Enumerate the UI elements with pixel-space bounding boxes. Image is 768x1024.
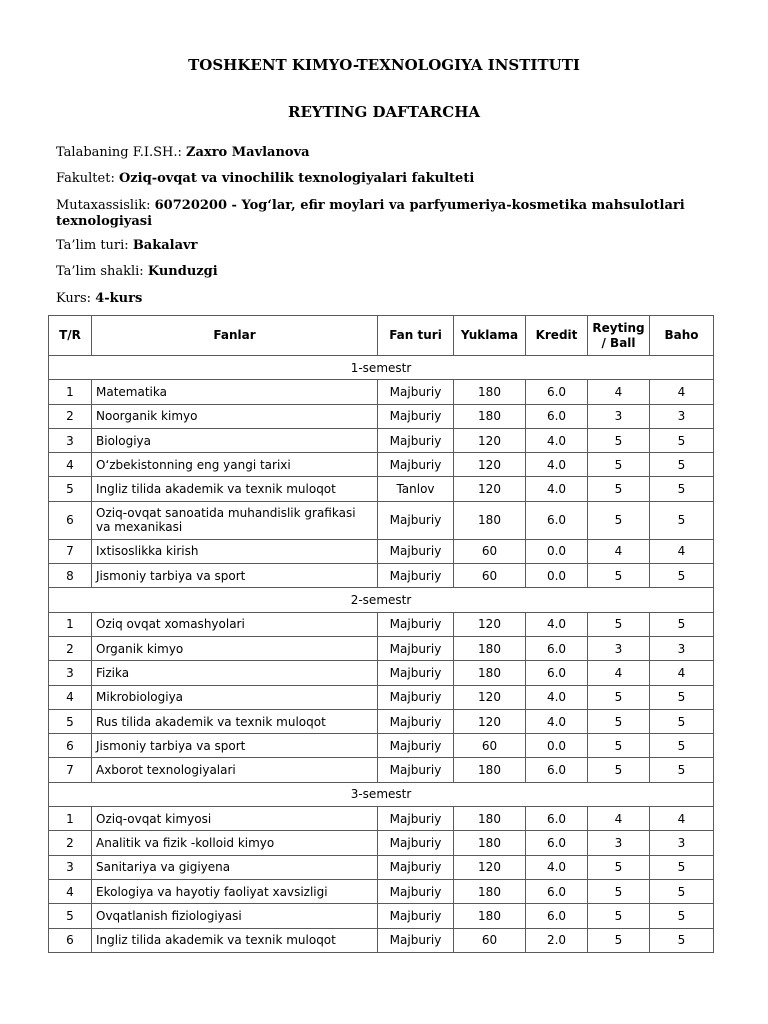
- cell-type: Majburiy: [378, 879, 454, 903]
- table-row: [49, 734, 714, 758]
- faculty-line: [56, 171, 716, 187]
- grades-body: [49, 356, 714, 953]
- edu-type-line: [56, 238, 716, 254]
- cell-num: 3: [49, 661, 92, 685]
- table-row: [49, 928, 714, 952]
- edu-form-label: Ta’lim shakli:: [56, 264, 144, 279]
- cell-rating: 5: [588, 612, 650, 636]
- cell-grade: 3: [650, 831, 714, 855]
- cell-load: 180: [454, 661, 526, 685]
- cell-subject: Oziq-ovqat sanoatida muhandislik grafikasi va mexanikasi: [92, 501, 378, 539]
- cell-credit: 4.0: [526, 453, 588, 477]
- header-rating: Reyting / Ball: [588, 316, 650, 356]
- table-row: [49, 709, 714, 733]
- cell-load: 180: [454, 879, 526, 903]
- cell-credit: 4.0: [526, 709, 588, 733]
- cell-type: Majburiy: [378, 501, 454, 539]
- cell-subject: Fizika: [92, 661, 378, 685]
- cell-load: 180: [454, 404, 526, 428]
- cell-rating: 5: [588, 734, 650, 758]
- cell-grade: 3: [650, 404, 714, 428]
- grades-table: [48, 315, 714, 953]
- cell-subject: O‘zbekistonning eng yangi tarixi: [92, 453, 378, 477]
- header-grade: Baho: [650, 316, 714, 356]
- cell-credit: 6.0: [526, 807, 588, 831]
- cell-subject: Jismoniy tarbiya va sport: [92, 564, 378, 588]
- cell-rating: 5: [588, 904, 650, 928]
- cell-rating: 5: [588, 685, 650, 709]
- cell-type: Majburiy: [378, 928, 454, 952]
- cell-credit: 6.0: [526, 404, 588, 428]
- cell-credit: 6.0: [526, 879, 588, 903]
- cell-credit: 4.0: [526, 428, 588, 452]
- cell-num: 6: [49, 928, 92, 952]
- cell-rating: 3: [588, 404, 650, 428]
- cell-type: Majburiy: [378, 758, 454, 782]
- cell-type: Majburiy: [378, 855, 454, 879]
- semester-label: 2-semestr: [49, 588, 714, 612]
- semester-label: 3-semestr: [49, 782, 714, 806]
- cell-credit: 0.0: [526, 734, 588, 758]
- cell-grade: 5: [650, 879, 714, 903]
- cell-credit: 6.0: [526, 758, 588, 782]
- cell-credit: 0.0: [526, 539, 588, 563]
- cell-rating: 5: [588, 879, 650, 903]
- cell-num: 5: [49, 904, 92, 928]
- cell-rating: 3: [588, 636, 650, 660]
- edu-type-label: Ta’lim turi:: [56, 238, 129, 253]
- cell-num: 8: [49, 564, 92, 588]
- cell-load: 60: [454, 928, 526, 952]
- cell-rating: 5: [588, 428, 650, 452]
- cell-credit: 6.0: [526, 501, 588, 539]
- faculty-label: Fakultet:: [56, 171, 115, 186]
- cell-load: 180: [454, 501, 526, 539]
- course-label: Kurs:: [56, 291, 92, 306]
- cell-rating: 5: [588, 758, 650, 782]
- cell-credit: 0.0: [526, 564, 588, 588]
- cell-rating: 3: [588, 831, 650, 855]
- cell-grade: 4: [650, 661, 714, 685]
- table-row: [49, 501, 714, 539]
- cell-num: 6: [49, 501, 92, 539]
- cell-rating: 5: [588, 928, 650, 952]
- cell-subject: Jismoniy tarbiya va sport: [92, 734, 378, 758]
- cell-type: Majburiy: [378, 709, 454, 733]
- cell-rating: 4: [588, 661, 650, 685]
- cell-num: 4: [49, 879, 92, 903]
- cell-grade: 5: [650, 564, 714, 588]
- cell-subject: Matematika: [92, 380, 378, 404]
- cell-grade: 5: [650, 612, 714, 636]
- cell-grade: 5: [650, 453, 714, 477]
- cell-rating: 4: [588, 539, 650, 563]
- cell-subject: Axborot texnologiyalari: [92, 758, 378, 782]
- cell-grade: 5: [650, 904, 714, 928]
- semester-row: [49, 782, 714, 806]
- cell-rating: 5: [588, 564, 650, 588]
- cell-type: Majburiy: [378, 453, 454, 477]
- cell-credit: 6.0: [526, 831, 588, 855]
- cell-type: Majburiy: [378, 636, 454, 660]
- cell-load: 180: [454, 831, 526, 855]
- cell-rating: 5: [588, 453, 650, 477]
- cell-type: Majburiy: [378, 685, 454, 709]
- cell-grade: 5: [650, 685, 714, 709]
- header-type: Fan turi: [378, 316, 454, 356]
- table-row: [49, 612, 714, 636]
- cell-subject: Organik kimyo: [92, 636, 378, 660]
- cell-grade: 4: [650, 807, 714, 831]
- cell-load: 120: [454, 685, 526, 709]
- cell-num: 2: [49, 831, 92, 855]
- cell-credit: 4.0: [526, 685, 588, 709]
- cell-rating: 4: [588, 807, 650, 831]
- semester-label: 1-semestr: [49, 356, 714, 380]
- cell-type: Majburiy: [378, 612, 454, 636]
- cell-grade: 5: [650, 477, 714, 501]
- cell-load: 180: [454, 904, 526, 928]
- cell-credit: 6.0: [526, 661, 588, 685]
- cell-subject: Rus tilida akademik va texnik muloqot: [92, 709, 378, 733]
- cell-load: 60: [454, 734, 526, 758]
- cell-load: 120: [454, 855, 526, 879]
- cell-type: Majburiy: [378, 564, 454, 588]
- table-row: [49, 453, 714, 477]
- table-header-row: [49, 316, 714, 356]
- cell-load: 120: [454, 428, 526, 452]
- cell-num: 1: [49, 380, 92, 404]
- student-name-line: [56, 145, 716, 161]
- cell-credit: 4.0: [526, 477, 588, 501]
- cell-load: 180: [454, 758, 526, 782]
- cell-num: 2: [49, 636, 92, 660]
- cell-type: Majburiy: [378, 904, 454, 928]
- cell-load: 120: [454, 709, 526, 733]
- cell-grade: 5: [650, 709, 714, 733]
- cell-rating: 5: [588, 709, 650, 733]
- semester-row: [49, 356, 714, 380]
- cell-rating: 5: [588, 855, 650, 879]
- cell-subject: Ovqatlanish fiziologiyasi: [92, 904, 378, 928]
- cell-load: 120: [454, 612, 526, 636]
- cell-load: 180: [454, 380, 526, 404]
- cell-credit: 4.0: [526, 612, 588, 636]
- table-row: [49, 661, 714, 685]
- semester-row: [49, 588, 714, 612]
- cell-credit: 6.0: [526, 636, 588, 660]
- cell-grade: 5: [650, 928, 714, 952]
- cell-type: Majburiy: [378, 380, 454, 404]
- cell-credit: 2.0: [526, 928, 588, 952]
- cell-subject: Biologiya: [92, 428, 378, 452]
- cell-type: Majburiy: [378, 734, 454, 758]
- cell-num: 4: [49, 453, 92, 477]
- cell-subject: Ixtisoslikka kirish: [92, 539, 378, 563]
- header-credit: Kredit: [526, 316, 588, 356]
- document-title: REYTING DAFTARCHA: [287, 103, 481, 121]
- faculty-value: Oziq-ovqat va vinochilik texnologiyalari fakulteti: [118, 171, 475, 186]
- table-row: [49, 758, 714, 782]
- cell-type: Majburiy: [378, 404, 454, 428]
- cell-credit: 4.0: [526, 855, 588, 879]
- cell-rating: 5: [588, 501, 650, 539]
- cell-grade: 3: [650, 636, 714, 660]
- cell-load: 60: [454, 564, 526, 588]
- cell-type: Majburiy: [378, 807, 454, 831]
- cell-subject: Sanitariya va gigiyena: [92, 855, 378, 879]
- cell-type: Tanlov: [378, 477, 454, 501]
- table-row: [49, 636, 714, 660]
- cell-subject: Analitik va fizik -kolloid kimyo: [92, 831, 378, 855]
- cell-subject: Ingliz tilida akademik va texnik muloqot: [92, 928, 378, 952]
- student-name-value: Zaxro Mavlanova: [186, 145, 310, 160]
- table-row: [49, 904, 714, 928]
- edu-type-value: Bakalavr: [132, 238, 198, 253]
- header-num: T/R: [49, 316, 92, 356]
- cell-num: 7: [49, 539, 92, 563]
- table-row: [49, 855, 714, 879]
- table-row: [49, 428, 714, 452]
- cell-grade: 5: [650, 428, 714, 452]
- table-row: [49, 539, 714, 563]
- cell-load: 120: [454, 477, 526, 501]
- cell-subject: Ingliz tilida akademik va texnik muloqot: [92, 477, 378, 501]
- cell-grade: 4: [650, 539, 714, 563]
- header-load: Yuklama: [454, 316, 526, 356]
- cell-type: Majburiy: [378, 831, 454, 855]
- cell-num: 1: [49, 807, 92, 831]
- table-row: [49, 807, 714, 831]
- cell-rating: 5: [588, 477, 650, 501]
- cell-load: 180: [454, 636, 526, 660]
- cell-num: 6: [49, 734, 92, 758]
- cell-load: 120: [454, 453, 526, 477]
- course-value: 4-kurs: [95, 291, 143, 306]
- cell-load: 60: [454, 539, 526, 563]
- cell-num: 3: [49, 855, 92, 879]
- table-row: [49, 380, 714, 404]
- table-row: [49, 879, 714, 903]
- cell-num: 4: [49, 685, 92, 709]
- cell-type: Majburiy: [378, 661, 454, 685]
- header-subject: Fanlar: [92, 316, 378, 356]
- table-row: [49, 685, 714, 709]
- table-row: [49, 831, 714, 855]
- cell-rating: 4: [588, 380, 650, 404]
- cell-subject: Noorganik kimyo: [92, 404, 378, 428]
- cell-grade: 5: [650, 855, 714, 879]
- cell-num: 3: [49, 428, 92, 452]
- cell-grade: 5: [650, 734, 714, 758]
- cell-grade: 4: [650, 380, 714, 404]
- cell-credit: 6.0: [526, 380, 588, 404]
- cell-subject: Ekologiya va hayotiy faoliyat xavsizligi: [92, 879, 378, 903]
- cell-type: Majburiy: [378, 428, 454, 452]
- cell-num: 5: [49, 709, 92, 733]
- table-row: [49, 564, 714, 588]
- edu-form-value: Kunduzgi: [147, 264, 218, 279]
- table-row: [49, 477, 714, 501]
- cell-subject: Mikrobiologiya: [92, 685, 378, 709]
- cell-grade: 5: [650, 501, 714, 539]
- cell-grade: 5: [650, 758, 714, 782]
- student-name-label: Talabaning F.I.SH.:: [56, 145, 182, 160]
- cell-credit: 6.0: [526, 904, 588, 928]
- course-line: [56, 291, 716, 307]
- cell-num: 5: [49, 477, 92, 501]
- cell-subject: Oziq ovqat xomashyolari: [92, 612, 378, 636]
- edu-form-line: [56, 264, 716, 280]
- table-row: [49, 404, 714, 428]
- institute-title: TOSHKENT KIMYO-TEXNOLOGIYA INSTITUTI: [188, 56, 580, 74]
- cell-load: 180: [454, 807, 526, 831]
- specialty-line: [56, 198, 716, 230]
- cell-num: 2: [49, 404, 92, 428]
- cell-type: Majburiy: [378, 539, 454, 563]
- specialty-value: 60720200 - Yog‘lar, efir moylari va parfyumeriya-kosmetika mahsulotlari texnologiyasi: [56, 198, 685, 229]
- cell-num: 7: [49, 758, 92, 782]
- specialty-label: Mutaxassislik:: [56, 198, 151, 213]
- cell-num: 1: [49, 612, 92, 636]
- cell-subject: Oziq-ovqat kimyosi: [92, 807, 378, 831]
